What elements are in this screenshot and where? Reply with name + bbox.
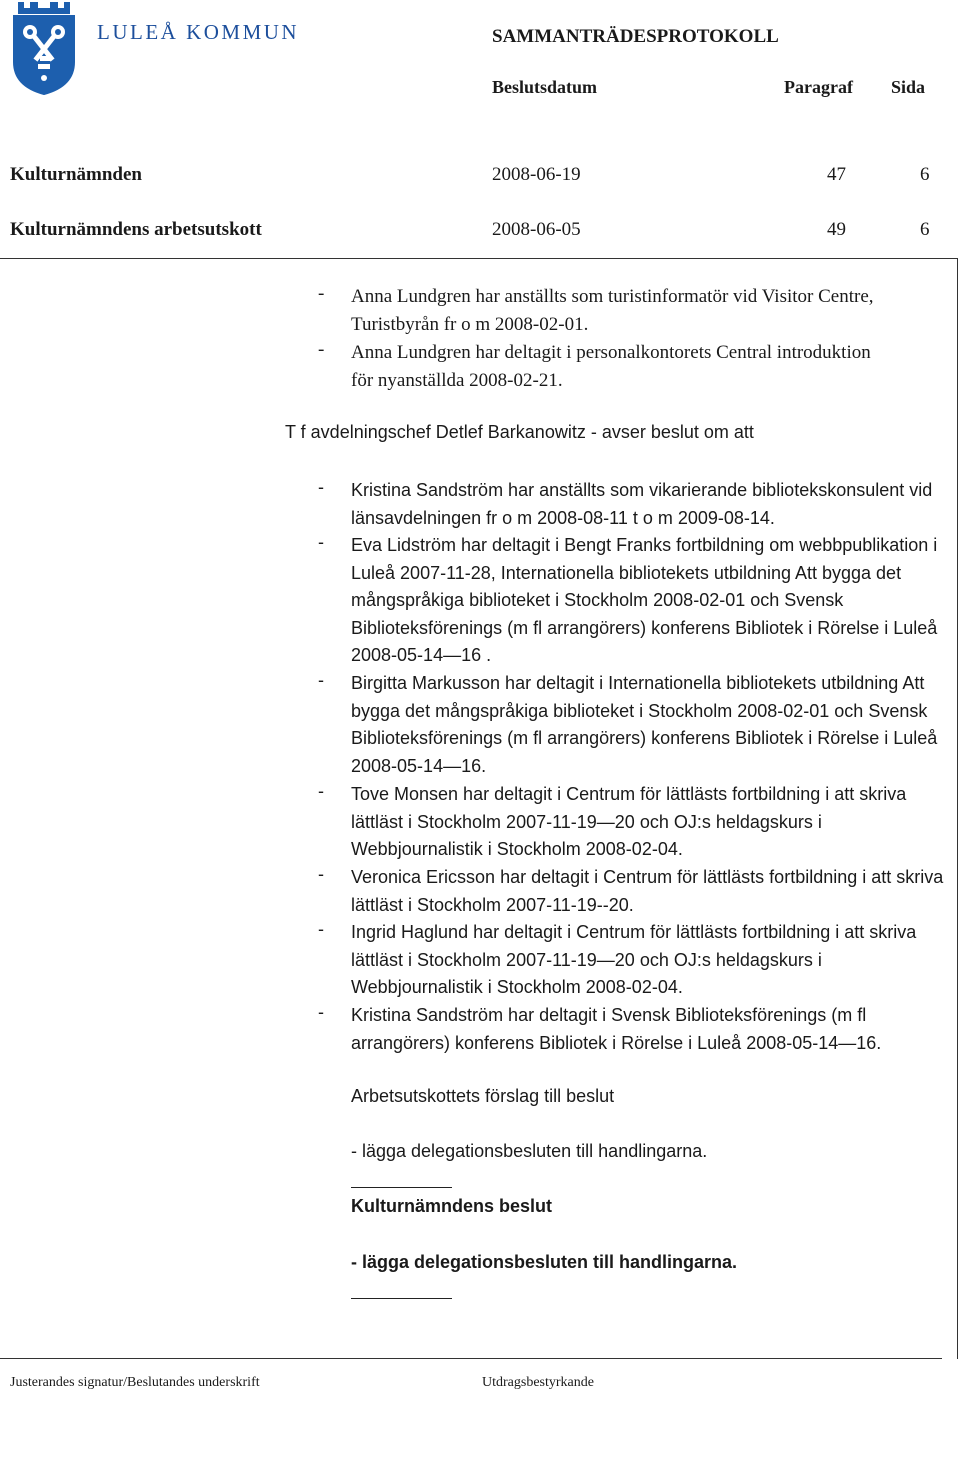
decision-text: - lägga delegationsbesluten till handlingarna. <box>351 1252 738 1272</box>
meeting-paragraf: 47 <box>827 164 846 185</box>
list-dash: - <box>318 864 324 884</box>
list-item-text: Kristina Sandström har deltagit i Svensk Biblioteksförenings (m fl arrangörers) konferens Bibliotek i Rörelse i Luleå 2008-05-14—16. <box>351 1005 882 1053</box>
list-dash: - <box>318 532 324 552</box>
list-item-text: Anna Lundgren har anställts som turistinformatör vid Visitor Centre, Turistbyrån fr o m 2008-02-01. <box>351 286 874 335</box>
column-header-paragraf: Paragraf <box>784 77 853 97</box>
list-item-text: Eva Lidström har deltagit i Bengt Franks fortbildning om webbpublikation i Luleå 2007-11-28, Internationella bibliotekets utbildning Att bygga det mångspråkiga biblioteket i Stockholm 2008-02-01 och Svensk Biblioteksförenings (m fl arrangörers) konferens Bibliotek i Rörelse i Luleå 2008-05-14—16 . <box>351 535 938 665</box>
coat-of-arms-icon <box>10 2 78 96</box>
list-dash: - <box>318 781 324 801</box>
list-dash: - <box>318 339 325 360</box>
separator-line <box>351 1298 452 1299</box>
proposal-heading: Arbetsutskottets förslag till beslut <box>351 1086 615 1106</box>
meeting-date: 2008-06-05 <box>492 219 581 240</box>
separator-line <box>351 1187 452 1188</box>
list-item-text: Veronica Ericsson har deltagit i Centrum för lättlästs fortbildning i att skriva lättläst i Stockholm 2007-11-19--20. <box>351 867 944 915</box>
list-item-text: Tove Monsen har deltagit i Centrum för lättlästs fortbildning i att skriva lättläst i Stockholm 2007-11-19—20 och OJ:s heldagskurs i Webbjournalistik i Stockholm 2008-02-04. <box>351 784 907 859</box>
footer-signature-label: Justerandes signatur/Beslutandes underskrift <box>10 1375 260 1390</box>
meeting-date: 2008-06-19 <box>492 164 581 185</box>
meeting-sida: 6 <box>920 219 930 240</box>
meeting-sida: 6 <box>920 164 930 185</box>
content-frame-right <box>957 258 958 1359</box>
list-dash: - <box>318 919 324 939</box>
list-item-text: Birgitta Markusson har deltagit i Internationella bibliotekets utbildning Att bygga det mångspråkiga biblioteket i Stockholm 2008-02-01 och Svensk Biblioteksförenings (m fl arrangörers) konferens Bibliotek i Rörelse i Luleå 2008-05-14—16. <box>351 673 938 776</box>
content-frame-top <box>0 258 958 259</box>
list-item-text: Anna Lundgren har deltagit i personalkontorets Central introduktion för nyanställda 2008-02-21. <box>351 342 871 391</box>
list-dash: - <box>318 670 324 690</box>
brand-name: LULEÅ KOMMUN <box>97 20 300 44</box>
list-dash: - <box>318 1002 324 1022</box>
proposal-text: - lägga delegationsbesluten till handlingarna. <box>351 1141 708 1161</box>
column-header-sida: Sida <box>891 77 926 97</box>
content-frame-bottom <box>0 1358 942 1359</box>
meeting-paragraf: 49 <box>827 219 846 240</box>
list-item-text: Kristina Sandström har anställts som vikarierande bibliotekskonsulent vid länsavdelningen fr o m 2008-08-11 t o m 2009-08-14. <box>351 480 933 528</box>
column-header-date: Beslutsdatum <box>492 77 598 97</box>
intro-text: T f avdelningschef Detlef Barkanowitz - avser beslut om att <box>285 422 754 442</box>
meeting-name: Kulturnämndens arbetsutskott <box>10 219 262 240</box>
document-type: SAMMANTRÄDESPROTOKOLL <box>492 26 779 47</box>
decision-heading: Kulturnämndens beslut <box>351 1196 553 1216</box>
footer-certification-label: Utdragsbestyrkande <box>482 1375 594 1390</box>
list-item-text: Ingrid Haglund har deltagit i Centrum för lättlästs fortbildning i att skriva lättläst i Stockholm 2007-11-19—20 och OJ:s heldagskurs i Webbjournalistik i Stockholm 2008-02-04. <box>351 922 917 997</box>
list-dash: - <box>318 283 325 304</box>
list-dash: - <box>318 477 324 497</box>
meeting-name: Kulturnämnden <box>10 164 142 185</box>
